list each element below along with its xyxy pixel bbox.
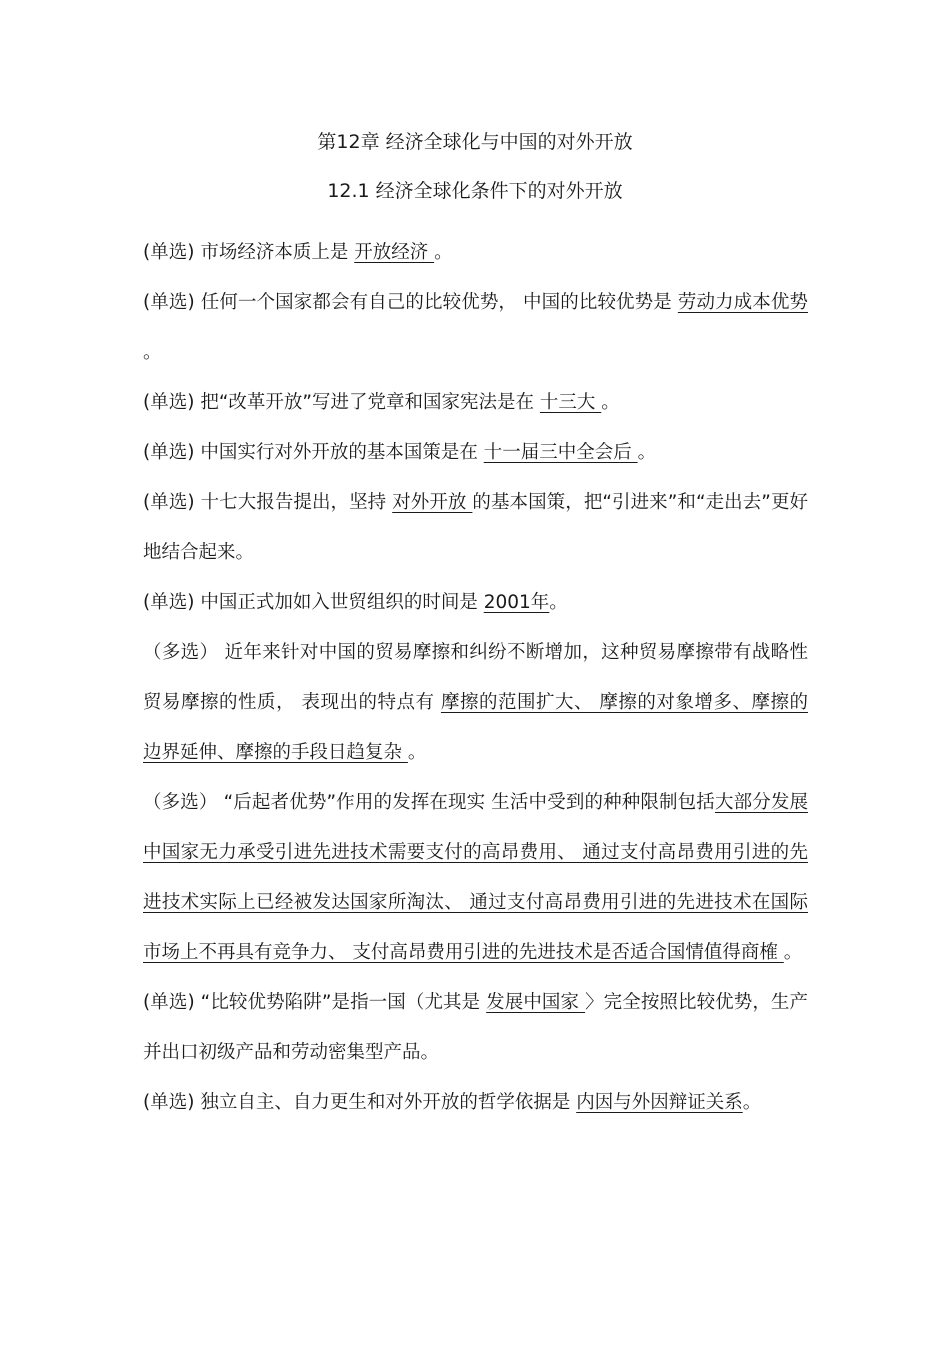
question-text: 任何一个国家都会有自己的比较优势， 中国的比较优势是 (194, 292, 678, 313)
question-5 (143, 478, 808, 578)
chapter-title: 第12章 经济全球化与中国的对外开放 (317, 131, 633, 153)
question-type: (单选) (143, 292, 195, 313)
answer-text: 大部分发展中国家无力承受引进先进技术需要支付的高昂费用、 通过支付高昂费用引进的先进技术实际上已经被发达国家所淘汰、 通过支付高昂费用引进的先进技术在国际市场上不再具有竞争力、 支付高昂费用引进的先进技术是否适合国情值得商榷 (143, 792, 808, 963)
question-1 (143, 228, 808, 278)
question-text-end: 。 (783, 942, 803, 963)
question-10 (143, 1078, 808, 1128)
answer-text: 发展中国家 (486, 992, 586, 1013)
question-type: (单选) (143, 592, 195, 613)
question-9 (143, 978, 808, 1078)
question-text: 中国实行对外开放的基本国策是在 (194, 442, 484, 463)
question-text: 把“改革开放”写进了党章和国家宪法是在 (194, 392, 540, 413)
question-text-end: 〉完全按照比较优势，生产并出口初级产品和劳动密集型产品。 (143, 992, 808, 1063)
question-text: 市场经济本质上是 (194, 242, 355, 263)
question-text-end: 。 (637, 442, 657, 463)
question-text-end: 。 (601, 392, 620, 413)
question-type: （多选） (143, 642, 219, 663)
answer-text: 2001年 (483, 592, 550, 613)
question-8 (143, 778, 808, 978)
section-title: 12.1 经济全球化条件下的对外开放 (327, 180, 623, 202)
question-type: (单选) (143, 242, 195, 263)
answer-text: 十一届三中全会后 (483, 442, 638, 463)
question-text-end: 。 (549, 592, 568, 613)
question-text: “后起者优势”作用的发挥在现实 生活中受到的种种限制包括 (217, 792, 715, 813)
answer-text: 十三大 (539, 392, 602, 413)
answer-text: 开放经济 (354, 242, 435, 263)
question-type: (单选) (143, 442, 195, 463)
question-type: (单选) (143, 992, 195, 1013)
question-list (143, 228, 808, 1128)
question-text: 近年来针对中国的贸易摩擦和纠纷不断增加，这种贸易摩擦带有战略性贸易摩擦的性质， 表现出的特点有 (143, 642, 808, 713)
answer-text: 摩擦的范围扩大、 摩擦的对象增多、摩擦的边界延伸、摩擦的手段日趋复杂 (143, 692, 809, 763)
question-text-end: 。 (742, 1092, 762, 1113)
question-type: (单选) (143, 492, 195, 513)
answer-text: 对外开放 (392, 492, 473, 513)
question-text: “比较优势陷阱”是指一国（尤其是 (194, 992, 487, 1013)
question-type: (单选) (143, 392, 195, 413)
question-text: 十七大报告提出，坚持 (194, 492, 393, 513)
question-text: 中国正式加如入世贸组织的时间是 (194, 592, 484, 613)
question-text: 独立自主、自力更生和对外开放的哲学依据是 (194, 1092, 577, 1113)
question-2 (143, 278, 808, 378)
question-text-end: 的基本国策，把“引进来”和“走出去”更好地结合起来。 (143, 492, 809, 563)
question-7 (143, 628, 808, 778)
answer-text: 内因与外因辩证关系 (576, 1092, 743, 1113)
question-3 (143, 378, 808, 428)
answer-text: 劳动力成本优势 (677, 292, 808, 313)
question-4 (143, 428, 808, 478)
question-text-end: 。 (434, 242, 453, 263)
question-text-end: 。 (143, 342, 162, 363)
question-text-end: 。 (407, 742, 427, 763)
question-6 (143, 578, 808, 628)
question-type: (单选) (143, 1092, 195, 1113)
question-type: （多选） (143, 792, 218, 813)
